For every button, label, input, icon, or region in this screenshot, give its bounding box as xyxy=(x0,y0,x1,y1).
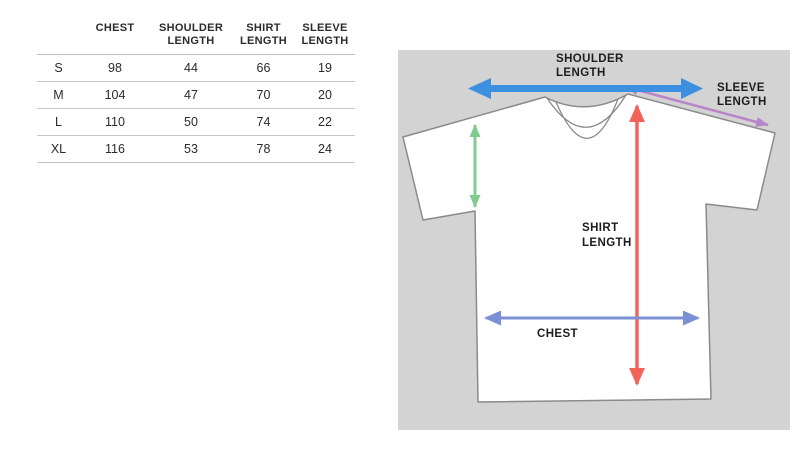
shoulder-length-label-line2: LENGTH xyxy=(556,67,606,79)
size-label: XL xyxy=(37,136,80,163)
chest-value: 104 xyxy=(80,82,150,109)
chest-value: 98 xyxy=(80,55,150,82)
shirt-value: 74 xyxy=(232,109,295,136)
shoulder-length-label-line1: SHOULDER xyxy=(556,53,624,65)
chest-label: CHEST xyxy=(537,328,578,340)
size-label: L xyxy=(37,109,80,136)
table-row-l xyxy=(37,109,355,136)
header-shoulder-length: SHOULDER LENGTH xyxy=(150,18,232,55)
sleeve-value: 22 xyxy=(295,109,355,136)
shirt-value: 66 xyxy=(232,55,295,82)
shirt-value: 70 xyxy=(232,82,295,109)
shoulder-value: 47 xyxy=(150,82,232,109)
shirt-length-label-line1: SHIRT xyxy=(582,222,619,234)
sleeve-length-label-line1: SLEEVE xyxy=(717,82,765,94)
tshirt-measurement-diagram xyxy=(398,50,790,431)
sleeve-value: 24 xyxy=(295,136,355,163)
table-row-xl xyxy=(37,136,355,163)
table-row-m xyxy=(37,82,355,109)
header-chest: CHEST xyxy=(80,18,150,55)
chest-value: 110 xyxy=(80,109,150,136)
shoulder-value: 50 xyxy=(150,109,232,136)
shoulder-value: 53 xyxy=(150,136,232,163)
chest-value: 116 xyxy=(80,136,150,163)
header-size xyxy=(37,18,80,55)
size-label: S xyxy=(37,55,80,82)
size-label: M xyxy=(37,82,80,109)
size-chart-table xyxy=(37,18,355,163)
shoulder-value: 44 xyxy=(150,55,232,82)
header-shirt-length: SHIRT LENGTH xyxy=(232,18,295,55)
table-header-row xyxy=(37,18,355,55)
table-row-s xyxy=(37,55,355,82)
shirt-length-label-line2: LENGTH xyxy=(582,237,632,249)
shirt-value: 78 xyxy=(232,136,295,163)
header-sleeve-length: SLEEVE LENGTH xyxy=(295,18,355,55)
sleeve-value: 19 xyxy=(295,55,355,82)
sleeve-length-label-line2: LENGTH xyxy=(717,96,767,108)
sleeve-value: 20 xyxy=(295,82,355,109)
